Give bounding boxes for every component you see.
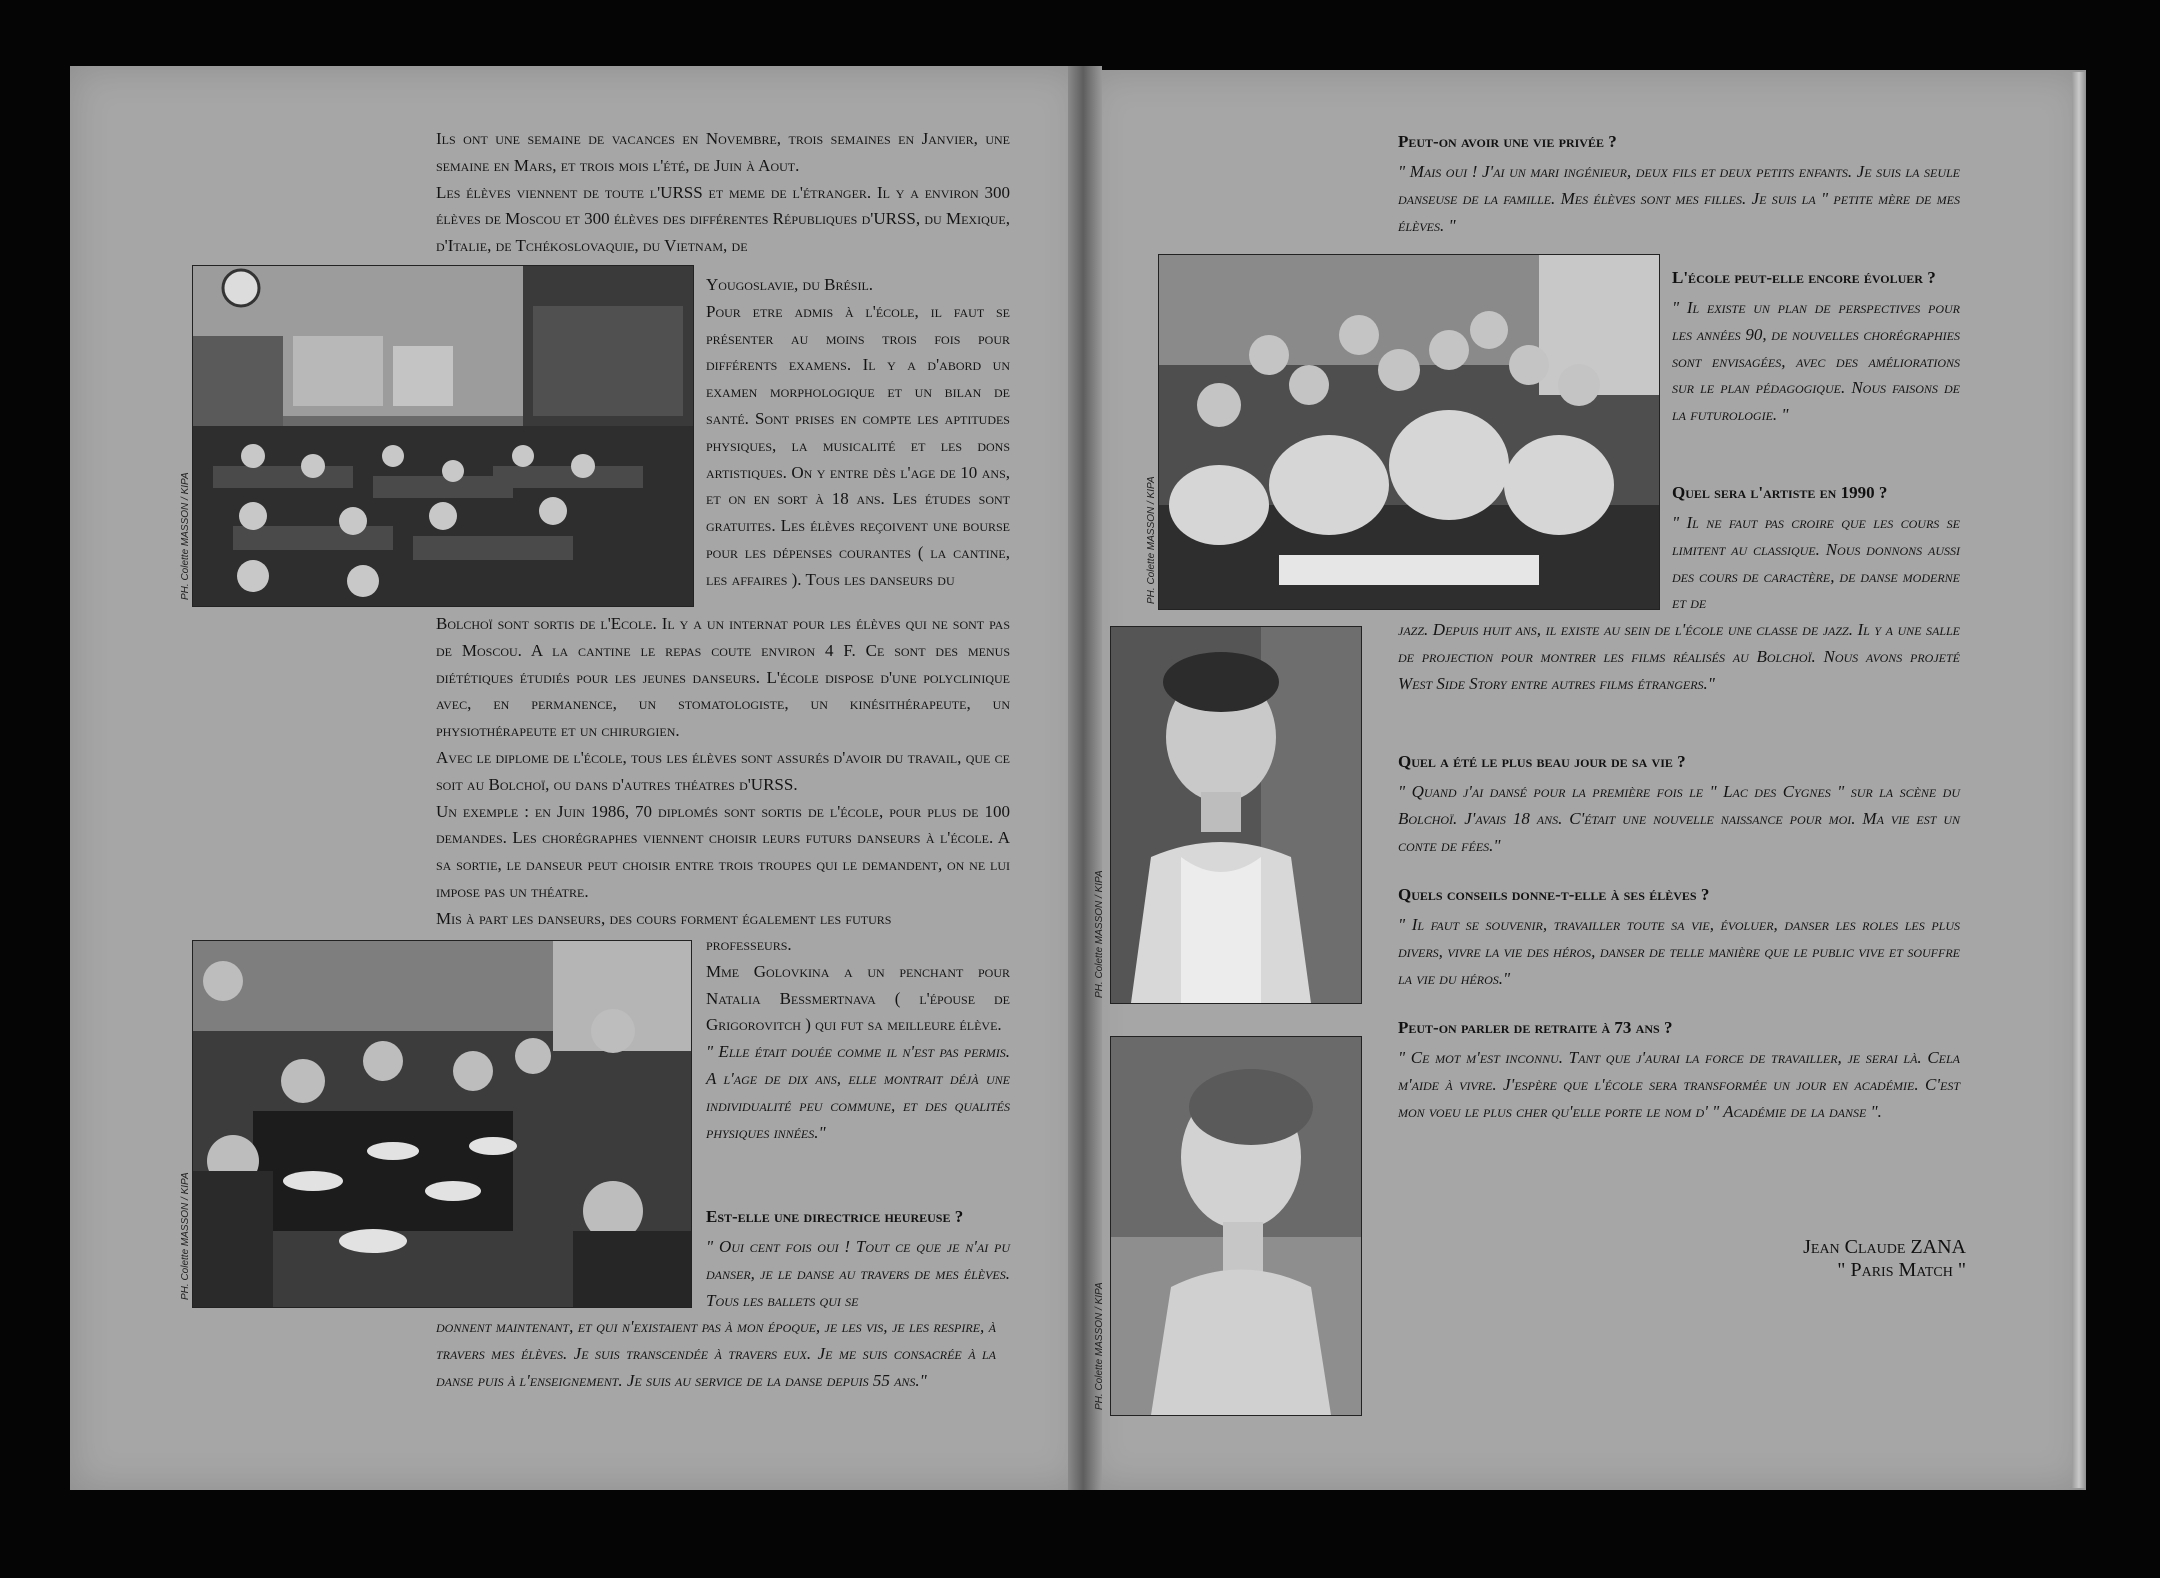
quote: " Quand j'ai dansé pour la première fois le " Lac des Cygnes " sur la scène du Bolchoï. J'avais 18 ans. C'était une nouvelle naissance pour moi. Ma vie est un conte de fées." [1398, 782, 1960, 855]
book-gutter [1068, 66, 1102, 1490]
boy-dancer-photo [1110, 626, 1362, 1004]
section-heading: Peut-on parler de retraite à 73 ans ? [1398, 1018, 1673, 1037]
section-heading: L'école peut-elle encore évoluer ? [1672, 268, 1936, 287]
paragraph: Bolchoï sont sortis de l'Ecole. Il y a un internat pour les élèves qui ne sont pas de Moscou. A la cantine le repas coute environ 4 F. Ce sont des menus diététiques étudiés pour les jeunes danseurs. L'école dispose d'une polyclinique avec, en permanence, un stomatologiste, un kinésithérapeute, un physiothérapeute et un chirurgien. [436, 614, 1010, 741]
left-side-text [706, 272, 1010, 594]
quote: " Il existe un plan de perspectives pour les années 90, de nouvelles chorégraphies sont envisagées, avec des améliorations sur le plan pédagogique. Nous faisons de la futurologie. " [1672, 298, 1960, 425]
quote: donnent maintenant, et qui n'existaient pas à mon époque, je les vis, je les respire, à travers mes élèves. Je suis transcendée à travers eux. Je me suis consacrée à la danse puis à l'enseignement. Je suis au service de la danse depuis 55 ans." [436, 1317, 996, 1390]
photo-credit: PH. Colette MASSON / KIPA [180, 472, 191, 600]
quote: " Elle était douée comme il n'est pas permis. A l'age de dix ans, elle montrait déjà une individualité peu commune, et des qualités physiques innées." [706, 1042, 1010, 1142]
paragraph: Avec le diplome de l'école, tous les élèves sont assurés d'avoir du travail, que ce soit au Bolchoï, ou dans d'autres théatres d'URSS. [436, 747, 1010, 794]
paragraph: Mme Golovkina a un penchant pour Natalia Bessmertnava ( l'épouse de Grigorovitch ) qui fut sa meilleure élève. [706, 961, 1010, 1035]
publication-name: " Paris Match " [1837, 1259, 1966, 1281]
canteen-photo [192, 940, 692, 1308]
quote: " Mais oui ! J'ai un mari ingénieur, deux fils et deux petits enfants. Je suis la seule danseuse de la famille. Mes élèves sont mes filles. Je suis la " petite mère de mes élèves. " [1398, 162, 1960, 235]
girl-dancer-photo [1110, 1036, 1362, 1416]
paragraph: Un exemple : en Juin 1986, 70 diplomés sont sortis de l'école, pour plus de 100 demandes. Les chorégraphes viennent choisir leurs futurs danseurs à l'école. A sa sortie, le danseur peut choisir entre trois troupes qui le demandent, on ne lui impose pas un théatre. [436, 801, 1010, 901]
quote: " Il ne faut pas croire que les cours se limitent au classique. Nous donnons aussi des cours de caractère, de danse moderne et de [1672, 513, 1960, 613]
quote: " Ce mot m'est inconnu. Tant que j'aurai la force de travailler, je serai là. Cela m'aide à vivre. J'espère que l'école sera transformée un jour en académie. C'est mon voeu le plus cher qu'elle porte le nom d' " Académie de la danse ". [1398, 1048, 1960, 1121]
section-heading: Quel sera l'artiste en 1990 ? [1672, 483, 1888, 502]
left-middle-text [436, 611, 1010, 933]
paragraph: Ils ont une semaine de vacances en Novembre, trois semaines en Janvier, une semaine en Mars, et trois mois l'été, de Juin à Aout. [436, 129, 1010, 175]
photo-credit: PH. Colette MASSON / KIPA [1094, 870, 1105, 998]
section-heading: Peut-on avoir une vie privée ? [1398, 132, 1617, 151]
section-heading: Quels conseils donne-t-elle à ses élèves ? [1398, 885, 1710, 904]
paragraph: Pour etre admis à l'école, il faut se présenter au moins trois fois pour différents examens. Il y a d'abord un examen morphologique et un bilan de santé. Sont prises en compte les aptitudes physiques, la musicalité et les dons artistiques. On y entre dès l'age de 10 ans, et on en sort à 18 ans. Les études sont gratuites. Les élèves reçoivent une bourse pour les dépenses courantes ( la cantine, les affaires ). Tous les danseurs du [706, 301, 1010, 589]
quote: jazz. Depuis huit ans, il existe au sein de l'école une classe de jazz. Il y a une salle de projection pour montrer les films réalisés au Bolchoï. Nous avons projeté West Side Story entre autres films étrangers." [1398, 620, 1960, 693]
photo-credit: PH. Colette MASSON / KIPA [180, 1172, 191, 1300]
section-heading: Quel a été le plus beau jour de sa vie ? [1398, 752, 1686, 771]
author-signature [1680, 1236, 1966, 1282]
paragraph: Yougoslavie, du Brésil. [706, 275, 874, 294]
dancers-group-photo [1158, 254, 1660, 610]
classroom-photo [192, 265, 694, 607]
quote: " Il faut se souvenir, travailler toute sa vie, évoluer, danser les roles les plus divers, vivre la vie des héros, danser de telle manière que le public vive et souffre la vie du héros." [1398, 915, 1960, 988]
paragraph: Les élèves viennent de toute l'URSS et meme de l'étranger. Il y a environ 300 élèves de Moscou et 300 élèves des différentes Républiques d'URSS, du Mexique, d'Italie, de Tchékoslovaquie, du Vietnam, de [436, 182, 1010, 256]
paragraph: Mis à part les danseurs, des cours forment également les futurs [436, 908, 892, 928]
photo-credit: PH. Colette MASSON / KIPA [1146, 476, 1157, 604]
section-heading: Est-elle une directrice heureuse ? [706, 1207, 964, 1226]
paragraph: professeurs. [706, 935, 792, 954]
left-side-text-2 [706, 932, 1010, 1146]
left-top-text [436, 126, 1010, 260]
quote: " Oui cent fois oui ! Tout ce que je n'ai pu danser, je le danse au travers de mes élèves. Tous les ballets qui se [706, 1237, 1010, 1310]
right-page-edge [2072, 72, 2086, 1488]
author-name: Jean Claude ZANA [1803, 1236, 1966, 1258]
photo-credit: PH. Colette MASSON / KIPA [1094, 1282, 1105, 1410]
